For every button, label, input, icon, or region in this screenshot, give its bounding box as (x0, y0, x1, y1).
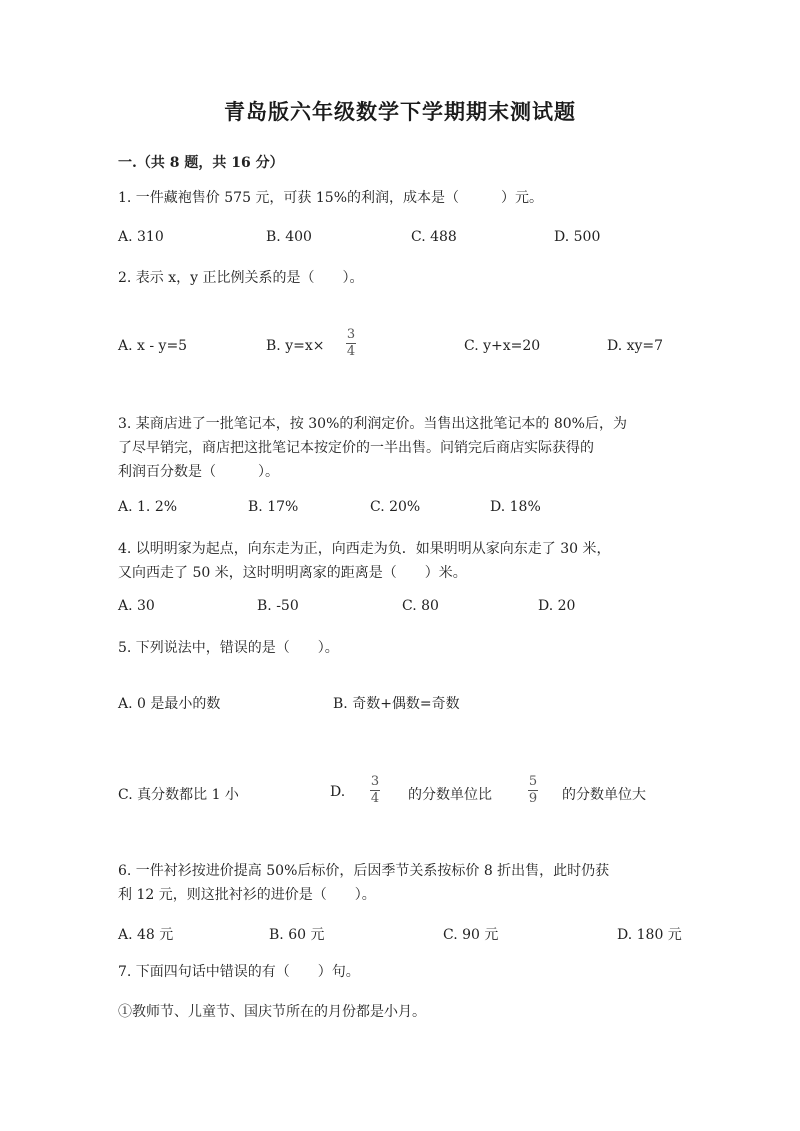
question-6-line-1: 6. 一件衬衫按进价提高 50%后标价，后因季节关系按标价 8 折出售，此时仍获 (118, 863, 610, 879)
question-7-statement-1: ①教师节、儿童节、国庆节所在的月份都是小月。 (118, 1004, 426, 1020)
question-3-option-c[interactable]: C. 20% (370, 499, 421, 515)
question-1-option-d[interactable]: D. 500 (554, 229, 601, 245)
question-5-fraction-2 (528, 775, 538, 806)
question-5-stem: 5. 下列说法中，错误的是（ ）。 (118, 640, 339, 656)
fraction-numerator: 3 (370, 774, 380, 789)
question-2-fraction (346, 328, 356, 359)
question-3-line-1: 3. 某商店进了一批笔记本，按 30%的利润定价。当售出这批笔记本的 80%后，为 (118, 416, 627, 432)
question-4-line-2: 又向西走了 50 米，这时明明离家的距离是（ ）米。 (118, 565, 467, 581)
question-2-option-d[interactable]: D. xy=7 (607, 338, 664, 354)
question-2-stem: 2. 表示 x，y 正比例关系的是（ ）。 (118, 270, 364, 286)
question-5-option-d-text-1: 的分数单位比 (408, 787, 492, 803)
question-7-stem: 7. 下面四句话中错误的有（ ）句。 (118, 964, 360, 980)
question-5-fraction-1 (370, 775, 380, 806)
section-header: 一.（共 8 题，共 16 分） (118, 155, 284, 171)
question-6-option-c[interactable]: C. 90 元 (443, 927, 499, 943)
question-5-option-b[interactable]: B. 奇数+偶数=奇数 (333, 696, 460, 712)
page-title: 青岛版六年级数学下学期期末测试题 (224, 100, 576, 124)
question-3-line-3: 利润百分数是（ ）。 (118, 464, 279, 480)
question-3-option-a[interactable]: A. 1. 2% (118, 499, 178, 515)
question-1-option-b[interactable]: B. 400 (266, 229, 312, 245)
question-6-line-2: 利 12 元，则这批衬衫的进价是（ ）。 (118, 887, 376, 903)
question-3-option-d[interactable]: D. 18% (490, 499, 541, 515)
question-6-option-b[interactable]: B. 60 元 (269, 927, 325, 943)
question-4-option-b[interactable]: B. -50 (257, 598, 299, 614)
fraction-denominator: 9 (528, 791, 538, 806)
question-1-option-a[interactable]: A. 310 (118, 229, 164, 245)
question-3-line-2: 了尽早销完，商店把这批笔记本按定价的一半出售。问销完后商店实际获得的 (118, 440, 594, 456)
question-2-option-a[interactable]: A. x - y=5 (118, 338, 188, 354)
fraction-numerator: 3 (346, 327, 356, 342)
question-6-option-d[interactable]: D. 180 元 (617, 927, 682, 943)
question-6-option-a[interactable]: A. 48 元 (118, 927, 174, 943)
question-5-option-d-text-2: 的分数单位大 (562, 787, 646, 803)
question-2-option-b[interactable]: B. y=x× (266, 338, 325, 354)
question-1-option-c[interactable]: C. 488 (411, 229, 457, 245)
question-5-option-d[interactable]: D. (330, 784, 346, 800)
question-5-option-c[interactable]: C. 真分数都比 1 小 (118, 787, 239, 803)
question-4-option-c[interactable]: C. 80 (402, 598, 439, 614)
question-3-option-b[interactable]: B. 17% (248, 499, 299, 515)
fraction-denominator: 4 (370, 791, 380, 806)
question-2-option-c[interactable]: C. y+x=20 (464, 338, 541, 354)
question-4-line-1: 4. 以明明家为起点，向东走为正，向西走为负．如果明明从家向东走了 30 米， (118, 541, 611, 557)
fraction-numerator: 5 (528, 774, 538, 789)
question-1-stem: 1. 一件藏袍售价 575 元，可获 15%的利润，成本是（ ）元。 (118, 190, 543, 206)
question-4-option-a[interactable]: A. 30 (118, 598, 155, 614)
fraction-denominator: 4 (346, 344, 356, 359)
question-4-option-d[interactable]: D. 20 (538, 598, 576, 614)
question-5-option-a[interactable]: A. 0 是最小的数 (118, 696, 221, 712)
